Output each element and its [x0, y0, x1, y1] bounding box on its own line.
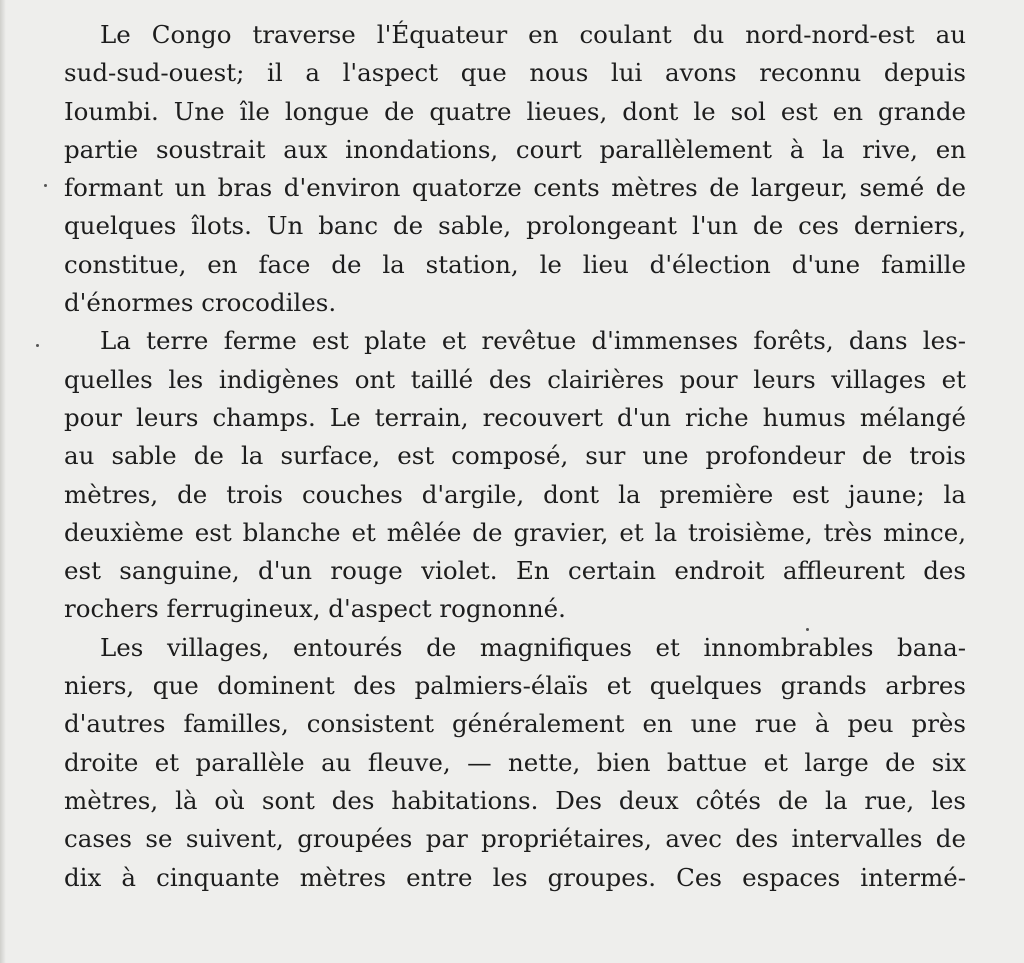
paragraph-3 — [64, 629, 966, 897]
text-line: La terre ferme est plate et revêtue d'immenses forêts, dans les- — [100, 326, 966, 356]
paragraph-2 — [64, 322, 966, 628]
text-line: Ioumbi. Une île longue de quatre lieues, dont le sol est en grande — [64, 96, 966, 126]
text-line: mètres, là où sont des habitations. Des deux côtés de la rue, les — [64, 785, 966, 815]
text-line: Le Congo traverse l'Équateur en coulant du nord-nord-est au — [100, 20, 966, 49]
text-line: Les villages, entourés de magnifiques et innombrables bana- — [100, 632, 966, 662]
text-line: droite et parallèle au fleuve, — nette, bien battue et large de six — [64, 747, 966, 777]
text-line: pour leurs champs. Le terrain, recouvert d'un riche humus mélangé — [64, 402, 966, 432]
ink-speck — [36, 344, 39, 347]
scan-edge-shadow — [0, 0, 6, 963]
text-line: dix à cinquante mètres entre les groupes. Ces espaces intermé- — [64, 862, 966, 892]
text-line: d'énormes crocodiles. — [64, 288, 337, 318]
text-line: sud-sud-ouest; il a l'aspect que nous lui avons reconnu depuis — [64, 58, 966, 88]
text-line: cases se suivent, groupées par propriétaires, avec des intervalles de — [64, 824, 966, 854]
ink-speck — [44, 184, 47, 187]
body-text — [64, 16, 966, 897]
text-line: au sable de la surface, est composé, sur une profondeur de trois — [64, 441, 966, 471]
text-line: quelques îlots. Un banc de sable, prolongeant l'un de ces derniers, — [64, 211, 966, 241]
text-line: est sanguine, d'un rouge violet. En certain endroit affleurent des — [64, 556, 966, 586]
text-line: deuxième est blanche et mêlée de gravier, et la troisième, très mince, — [64, 517, 966, 547]
text-line: d'autres familles, consistent généralement en une rue à peu près — [64, 709, 966, 739]
text-line: formant un bras d'environ quatorze cents mètres de largeur, semé de — [64, 173, 966, 203]
text-line: mètres, de trois couches d'argile, dont la première est jaune; la — [64, 479, 966, 509]
text-line: rochers ferrugineux, d'aspect rognonné. — [64, 594, 566, 624]
text-line: niers, que dominent des palmiers-élaïs et quelques grands arbres — [64, 671, 966, 701]
text-line: constitue, en face de la station, le lieu d'élection d'une famille — [64, 249, 966, 279]
paragraph-1 — [64, 16, 966, 322]
text-line: partie soustrait aux inondations, court parallèlement à la rive, en — [64, 134, 966, 164]
text-line: quelles les indigènes ont taillé des clairières pour leurs villages et — [64, 364, 966, 394]
